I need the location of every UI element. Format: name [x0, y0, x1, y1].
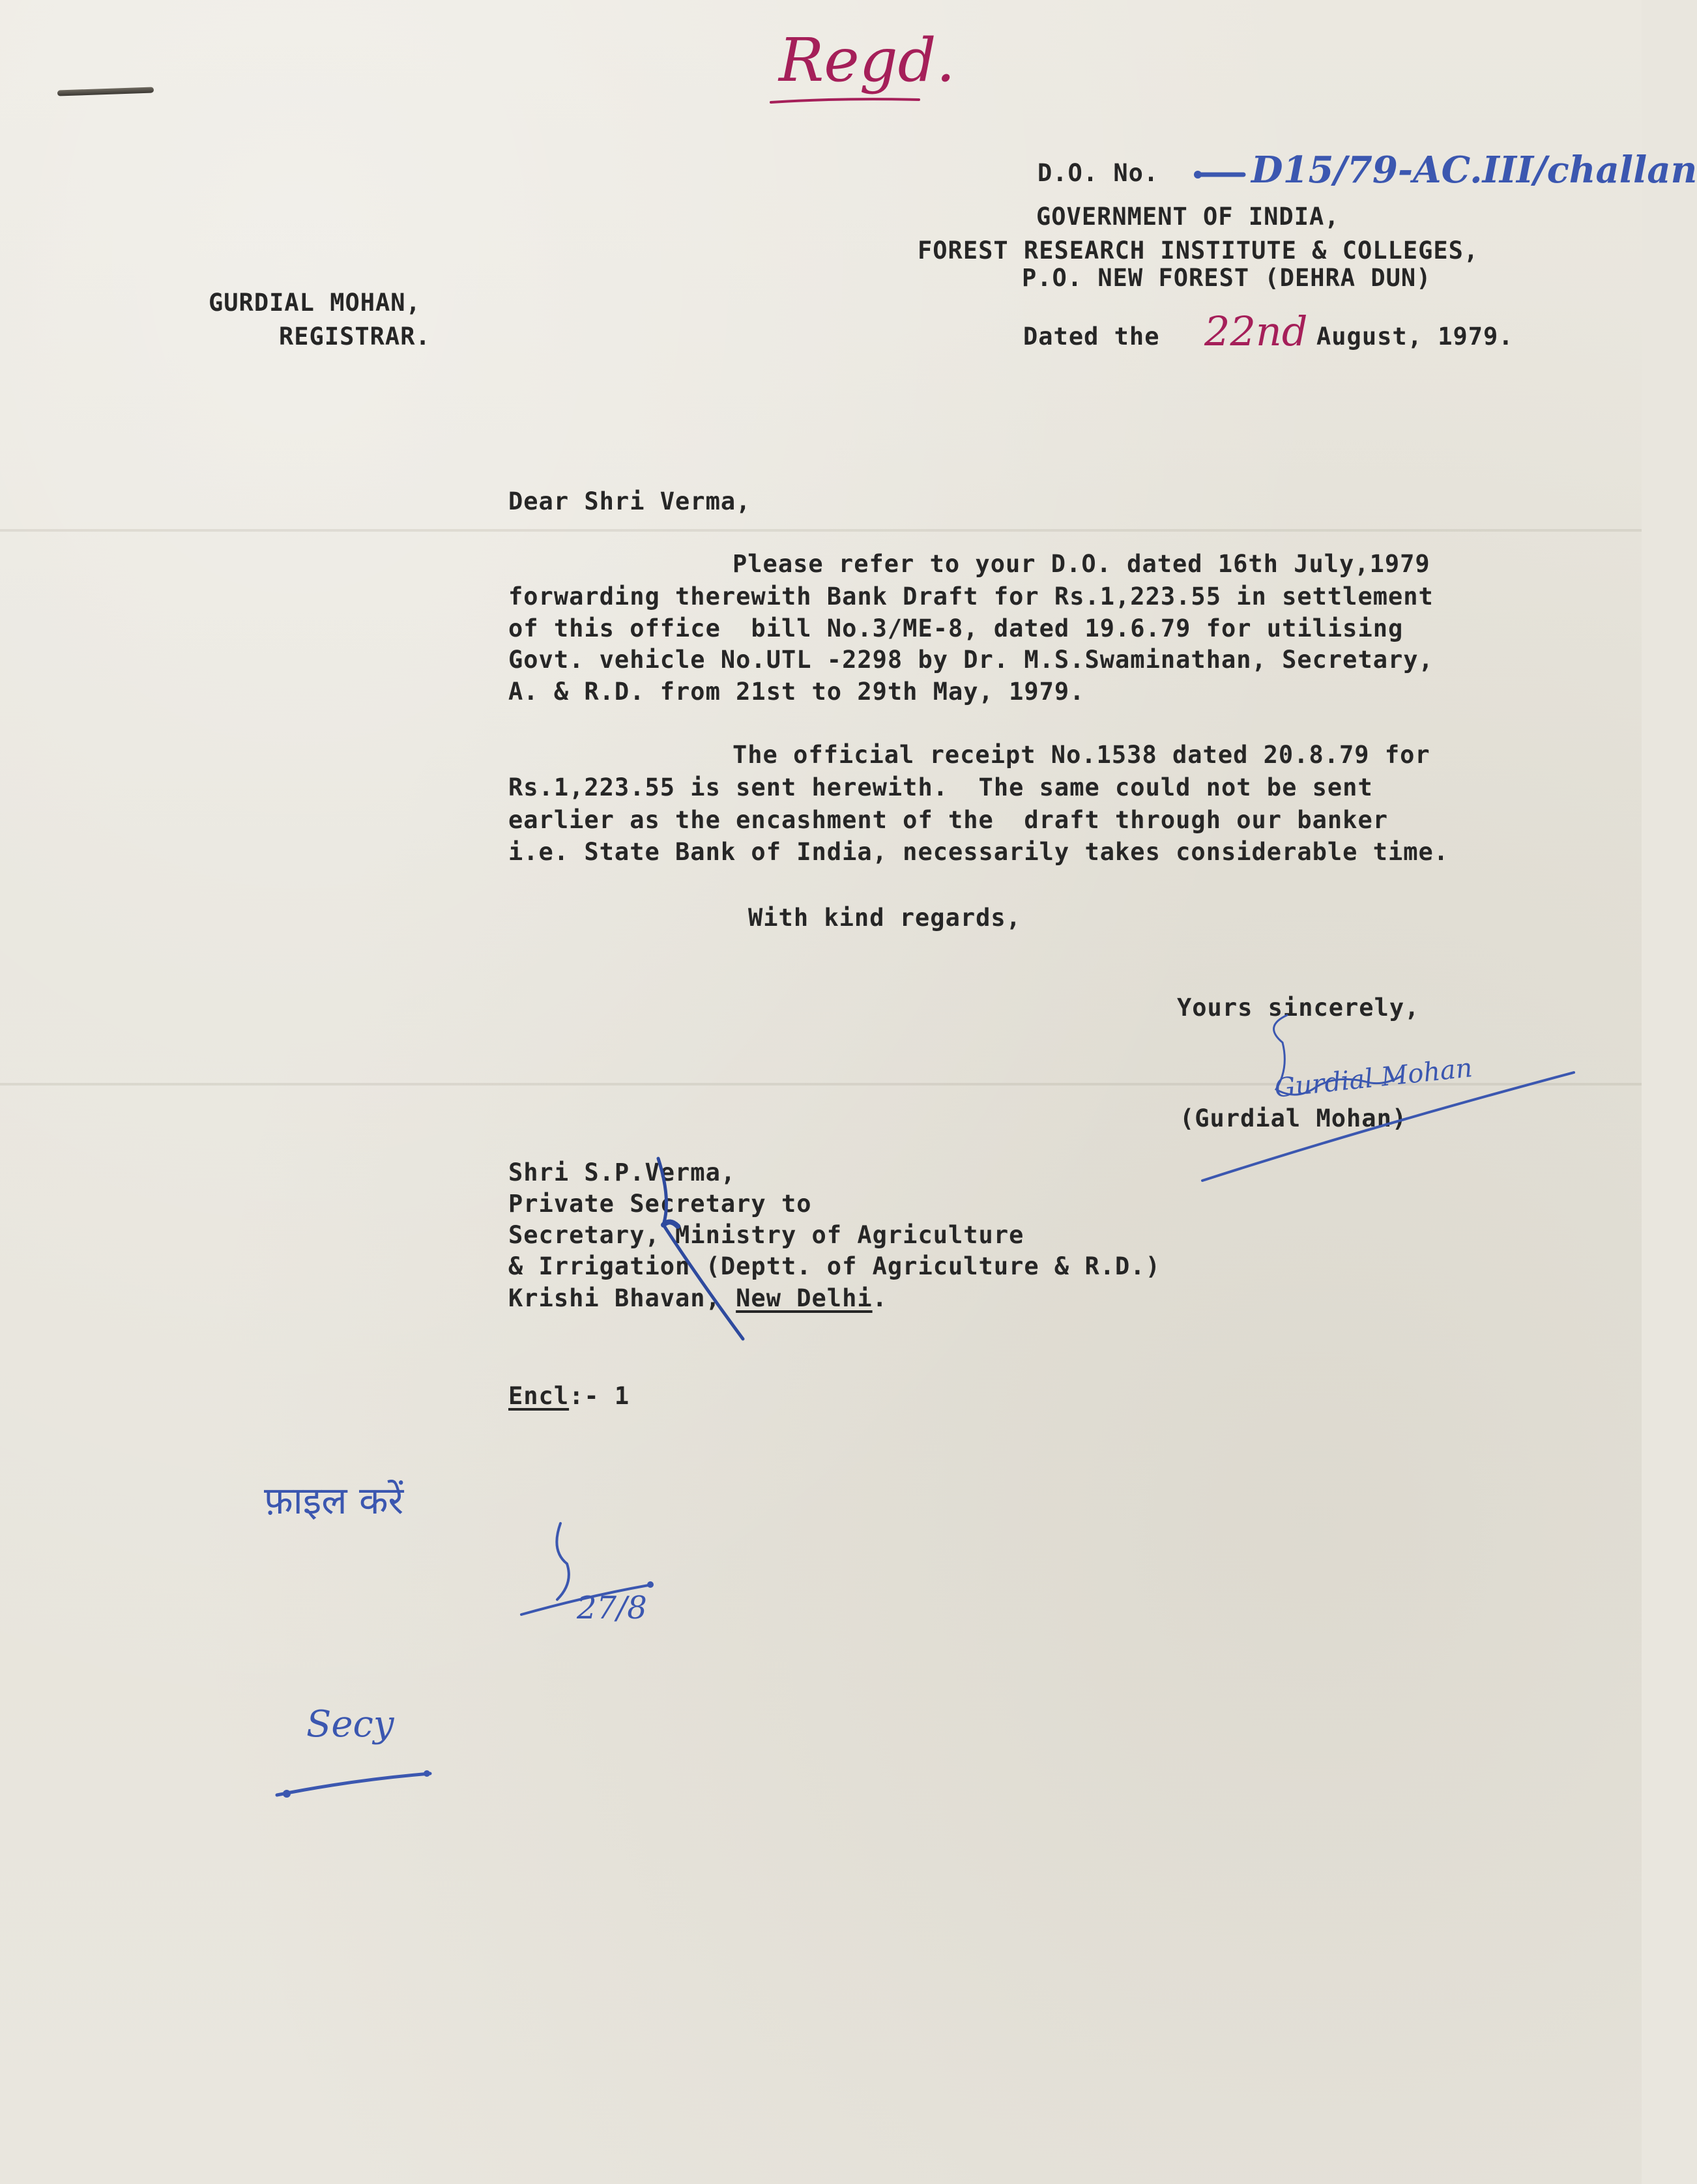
recipient-line: Secretary, Ministry of Agriculture [508, 1221, 1024, 1249]
para2-line: Rs.1,223.55 is sent herewith. The same could not be sent [508, 773, 1373, 801]
enclosure [508, 1380, 630, 1413]
para2-line: The official receipt No.1538 dated 20.8.79 for [732, 741, 1430, 769]
org-line-government: GOVERNMENT OF INDIA, [1036, 203, 1340, 231]
enclosure-count: :- 1 [569, 1382, 630, 1410]
recipient-period: . [872, 1284, 888, 1312]
regards: With kind regards, [748, 904, 1021, 932]
date-suffix: August, 1979. [1316, 323, 1514, 351]
do-number-handwritten: D15/79-AC.III/challan [1251, 149, 1697, 192]
initial-date: 27/8 [577, 1590, 647, 1626]
para2-line: earlier as the encashment of the draft through our banker [508, 806, 1389, 834]
sender-name: GURDIAL MOHAN, [209, 289, 421, 317]
para1-line: forwarding therewith Bank Draft for Rs.1,223.55 in settlement [508, 582, 1434, 611]
para2-line: i.e. State Bank of India, necessarily takes considerable time. [508, 838, 1449, 866]
closing: Yours sincerely, [1177, 994, 1420, 1022]
do-number-label: D.O. No. [1037, 159, 1159, 187]
signature: Gurdial Mohan [1273, 1053, 1474, 1104]
org-line-address: P.O. NEW FOREST (DEHRA DUN) [1022, 264, 1432, 292]
margin-note: फ़ाइल करें [264, 1478, 404, 1523]
recipient-line: Private Secretary to [508, 1190, 812, 1218]
recipient-place: Krishi Bhavan, [508, 1284, 736, 1312]
date-prefix: Dated the [1023, 323, 1160, 351]
signatory-name: (Gurdial Mohan) [1180, 1104, 1408, 1132]
para1-line: of this office bill No.3/ME-8, dated 19.6.79 for utilising [508, 614, 1404, 642]
date-day-handwritten: 22nd [1204, 308, 1308, 355]
recipient-city: New Delhi [736, 1284, 873, 1312]
salutation: Dear Shri Verma, [508, 487, 751, 515]
para1-line: A. & R.D. from 21st to 29th May, 1979. [508, 678, 1085, 706]
paper-fold-line [0, 529, 1642, 532]
para1-line: Please refer to your D.O. dated 16th July,1979 [732, 550, 1430, 578]
recipient-line: & Irrigation (Deptt. of Agriculture & R.D.) [508, 1252, 1161, 1280]
enclosure-label: Encl [508, 1382, 570, 1410]
sender-title: REGISTRAR. [279, 323, 431, 351]
regd-annotation: Regd. [779, 25, 955, 95]
para1-line: Govt. vehicle No.UTL -2298 by Dr. M.S.Swaminathan, Secretary, [508, 646, 1434, 674]
org-line-institute: FOREST RESEARCH INSTITUTE & COLLEGES, [918, 237, 1479, 265]
recipient-line: Shri S.P.Verma, [508, 1158, 736, 1186]
secy-note: Secy [306, 1703, 394, 1746]
recipient-line [508, 1282, 888, 1315]
staple-mark [57, 87, 154, 96]
